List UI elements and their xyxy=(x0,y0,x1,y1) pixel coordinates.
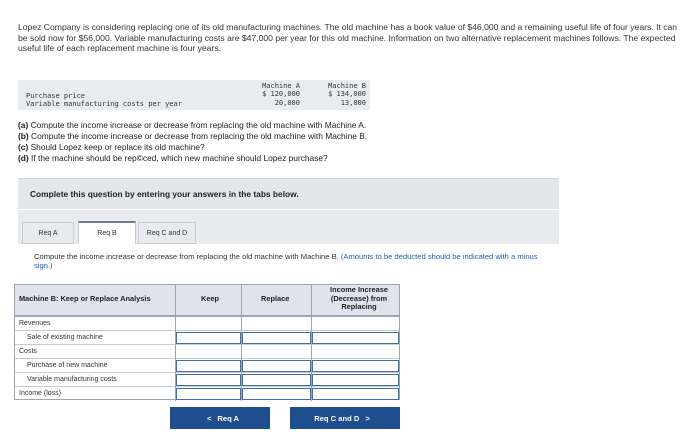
problem-intro: Lopez Company is considering replacing one of its old manufacturing machines. The old machine has a book value of $46,000 and a remaining useful life of four years. It can be sold now for $56,000. Variable manufacturing costs are $47,000 per year for this old machine. Information on two alternative replacement machines follows. The expected useful life of each replacement machine is four years. xyxy=(18,22,678,54)
variable-replace-input[interactable] xyxy=(242,374,311,386)
chevron-right-icon: > xyxy=(365,414,370,423)
keep-header: Keep xyxy=(201,294,220,303)
purchase-price-a: $ 120,000 xyxy=(262,90,300,98)
machine-info-table xyxy=(18,80,370,110)
chevron-left-icon: < xyxy=(206,414,212,423)
tab-req-b[interactable]: Req B xyxy=(78,221,136,245)
tab-content xyxy=(18,244,559,275)
minus-sign-note: (Amounts to be deducted should be indicated with a minus sign.) xyxy=(34,252,538,270)
purchase-replace-input[interactable] xyxy=(242,360,311,372)
income-header: Income Increase (Decrease) from Replacing xyxy=(330,285,388,311)
income-replace-input[interactable] xyxy=(242,388,311,400)
question-c: (c) Should Lopez keep or replace its old machine? xyxy=(18,142,205,152)
replace-header: Replace xyxy=(261,294,290,303)
variable-costs-b: 13,000 xyxy=(340,99,366,107)
tab-instruction: Compute the income increase or decrease from replacing the old machine with Machine B. (Amounts to be deducted should be indicated with a minus sign.) xyxy=(34,252,538,270)
purchase-price-label: Purchase price xyxy=(26,92,86,100)
question-list xyxy=(18,120,538,164)
table-row: Costs xyxy=(15,345,399,359)
variable-costs-a: 20,000 xyxy=(274,99,300,107)
machine-a-header: Machine A xyxy=(262,82,300,90)
instruction-text: Complete this question by entering your answers in the tabs below. xyxy=(30,189,299,199)
analysis-table-body xyxy=(14,316,400,400)
variable-income-input[interactable] xyxy=(312,374,399,386)
table-row: Variable manufacturing costs xyxy=(15,373,399,387)
analysis-title: Machine B: Keep or Replace Analysis xyxy=(19,294,151,303)
question-d: (d) If the machine should be rep©ced, which new machine should Lopez purchase? xyxy=(18,153,328,163)
prev-req-a-button[interactable]: < Req A xyxy=(170,407,270,429)
next-req-c-and-d-button[interactable]: Req C and D > xyxy=(290,407,400,429)
table-row: Purchase of new machine xyxy=(15,359,399,373)
purchase-keep-input[interactable] xyxy=(176,360,241,372)
purchase-income-input[interactable] xyxy=(312,360,399,372)
question-b: (b) Compute the income increase or decrease from replacing the old machine with Machine B. xyxy=(18,131,368,141)
variable-costs-label: Variable manufacturing costs per year xyxy=(26,100,182,108)
table-row: Income (loss) xyxy=(15,387,399,401)
tab-req-a[interactable]: Req A xyxy=(22,222,74,244)
income-keep-input[interactable] xyxy=(176,388,241,400)
sale-replace-input[interactable] xyxy=(242,332,311,344)
analysis-table-header xyxy=(14,284,400,316)
table-row: Sale of existing machine xyxy=(15,331,399,345)
machine-b-header: Machine B xyxy=(328,82,366,90)
sale-income-input[interactable] xyxy=(312,332,399,344)
tab-req-c-and-d[interactable]: Req C and D xyxy=(138,222,196,244)
income-income-input[interactable] xyxy=(312,388,399,400)
sale-keep-input[interactable] xyxy=(176,332,241,344)
question-a: (a) Compute the income increase or decrease from replacing the old machine with Machine A. xyxy=(18,120,367,130)
instruction-bar xyxy=(18,178,559,209)
variable-keep-input[interactable] xyxy=(176,374,241,386)
purchase-price-b: $ 134,000 xyxy=(328,90,366,98)
table-row: Revenues xyxy=(15,317,399,331)
